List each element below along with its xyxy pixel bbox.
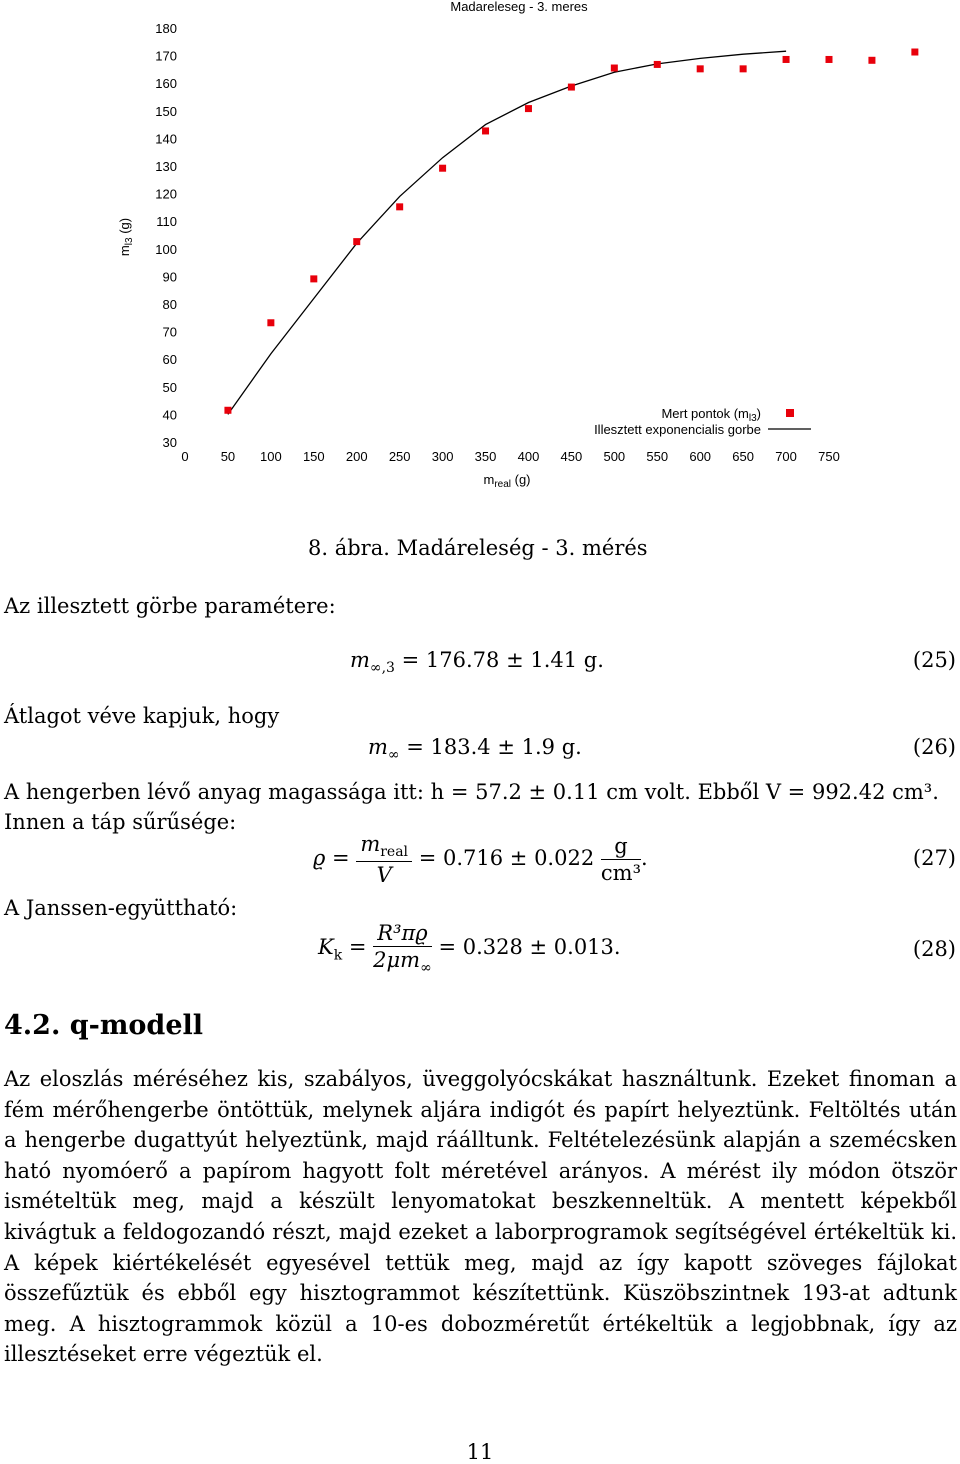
fit-param-intro: Az illesztett görbe paramétere: [4, 594, 336, 618]
x-axis-label: $m_{real}$ (g) [483, 472, 531, 490]
x-axis-ticks [181, 449, 839, 464]
x-tick-label: 750 [818, 449, 840, 464]
x-tick-label: 200 [345, 449, 368, 464]
density-intro: Innen a táp sűrűsége: [4, 810, 237, 834]
fit-curve-line [228, 51, 786, 414]
data-point [654, 61, 661, 68]
data-point [611, 65, 618, 72]
y-axis-ticks [155, 21, 177, 450]
x-tick-label: 500 [603, 449, 626, 464]
y-tick-label: 80 [162, 297, 177, 312]
y-tick-label: 40 [162, 407, 177, 423]
data-point [826, 56, 833, 63]
y-tick-label: 60 [162, 352, 177, 368]
x-tick-label: 400 [517, 449, 540, 464]
y-tick-label: 30 [162, 435, 177, 450]
janssen-fraction: $\frac{\text{R³πϱ}}{2\mu m_\infty}$ [373, 921, 432, 977]
data-point [482, 127, 489, 134]
x-tick-label: 700 [775, 449, 797, 464]
body-paragraph: Az eloszlás méréséhez kis, szabályos, üveggolyócskákat használtunk. Ezeket finoman a fém mérőhengerbe öntöttük, melynek aljára indigót és papírt helyeztünk. Feltöltés után a hengerbe dugattyút helyeztünk, majd ráálltunk. Feltételezésünk alapján a szemécsken ható nyomóerő a papírom hagyott folt méretével arányos. A mérést ily módon ötször ismételtük meg, majd a készült lenyomatokat beszkenneltük. A mentett képekből kivágtuk a feldogozandó részt, majd ezeket a laborprogramok segítségével értékeltük ki. A képek kiértékelését egyesével tettük meg, majd az így kapott szöveges fájlokat összefűztük és ebből egy hisztogrammot készítettünk. Küszöbszintnek 193-at adtunk meg. A hisztogrammok közül a 10-es dobozméretűt értékeltük a legjobbnak, így az illesztéseket erre végeztük el. [4, 1067, 957, 1367]
data-point [439, 165, 446, 172]
y-tick-label: 170 [155, 48, 177, 64]
data-point [868, 57, 875, 64]
y-axis-label: $m_{l3}$ (g) [117, 217, 135, 257]
y-tick-label: 110 [156, 214, 177, 230]
equation-26: $m_\infty = 183.4 \pm 1.9$ g. [368, 735, 582, 764]
x-tick-label: 300 [431, 449, 454, 464]
data-point [396, 203, 403, 210]
y-tick-label: 50 [162, 379, 177, 395]
data-point [310, 275, 317, 282]
figure-caption: 8. ábra. Madáreleség - 3. mérés [308, 536, 648, 560]
data-point [267, 319, 274, 326]
equation-27: ϱ = $\frac{m_{real}}{V}$ = 0.716 ± 0.022 $\frac{g}{\text{cm³}}$ . [313, 832, 648, 888]
legend-entry-curve: Illesztett exponencialis gorbe [594, 422, 761, 437]
legend-entry-points: Mert pontok $(m_{l3})$ [661, 406, 761, 424]
y-tick-label: 160 [155, 76, 177, 92]
data-point [568, 84, 575, 91]
y-tick-label: 120 [155, 186, 177, 202]
cylinder-height-line: A hengerben lévő anyag magassága itt: h = 57.2 ± 0.11 cm volt. Ebből V = 992.42 cm³. [4, 780, 939, 804]
y-tick-label: 180 [155, 21, 177, 36]
data-point [353, 238, 360, 245]
y-tick-label: 70 [162, 324, 177, 340]
equation-28-number: (28) [912, 937, 956, 961]
density-fraction: $\frac{m_{real}}{V}$ [356, 832, 412, 887]
data-point [783, 56, 790, 63]
x-tick-label: 450 [560, 449, 583, 464]
equation-27-number: (27) [912, 846, 956, 870]
y-tick-label: 90 [162, 269, 177, 285]
x-tick-label: 150 [302, 449, 325, 464]
janssen-intro: A Janssen-együttható: [4, 896, 238, 920]
data-point [697, 65, 704, 72]
equation-25: $m_{\infty,3} = 176.78 \pm 1.41$ g. [350, 648, 604, 677]
equation-26-number: (26) [912, 735, 956, 759]
average-intro: Átlagot véve kapjuk, hogy [4, 704, 280, 728]
x-tick-label: 550 [646, 449, 669, 464]
section-heading: 4.2. q-modell [4, 1010, 204, 1041]
chart-title: Madareleseg - 3. meres [450, 0, 588, 14]
data-point [740, 65, 747, 72]
y-tick-label: 150 [155, 103, 177, 119]
y-tick-label: 130 [155, 159, 177, 174]
x-tick-label: 100 [260, 449, 282, 464]
legend [594, 406, 811, 437]
density-unit: $\frac{g}{\text{cm³}}$ [600, 834, 641, 886]
x-tick-label: 50 [220, 449, 236, 464]
y-tick-label: 100 [155, 241, 177, 257]
x-tick-label: 250 [388, 449, 411, 464]
equation-28: $K_k$ = $\frac{\text{R³πϱ}}{2\mu m_\infty}$ = 0.328 ± 0.013. [318, 921, 621, 977]
x-tick-label: 0 [181, 449, 189, 464]
page-number: 11 [466, 1440, 494, 1464]
scatter-chart [0, 0, 960, 500]
data-point [224, 407, 231, 414]
x-tick-label: 350 [474, 449, 497, 464]
legend-marker-points [786, 409, 794, 417]
x-tick-label: 650 [732, 449, 754, 464]
data-point [525, 105, 532, 112]
data-point [911, 49, 918, 56]
x-tick-label: 600 [689, 449, 712, 464]
equation-25-number: (25) [912, 648, 956, 672]
data-points [224, 49, 918, 414]
y-tick-label: 140 [155, 131, 177, 147]
